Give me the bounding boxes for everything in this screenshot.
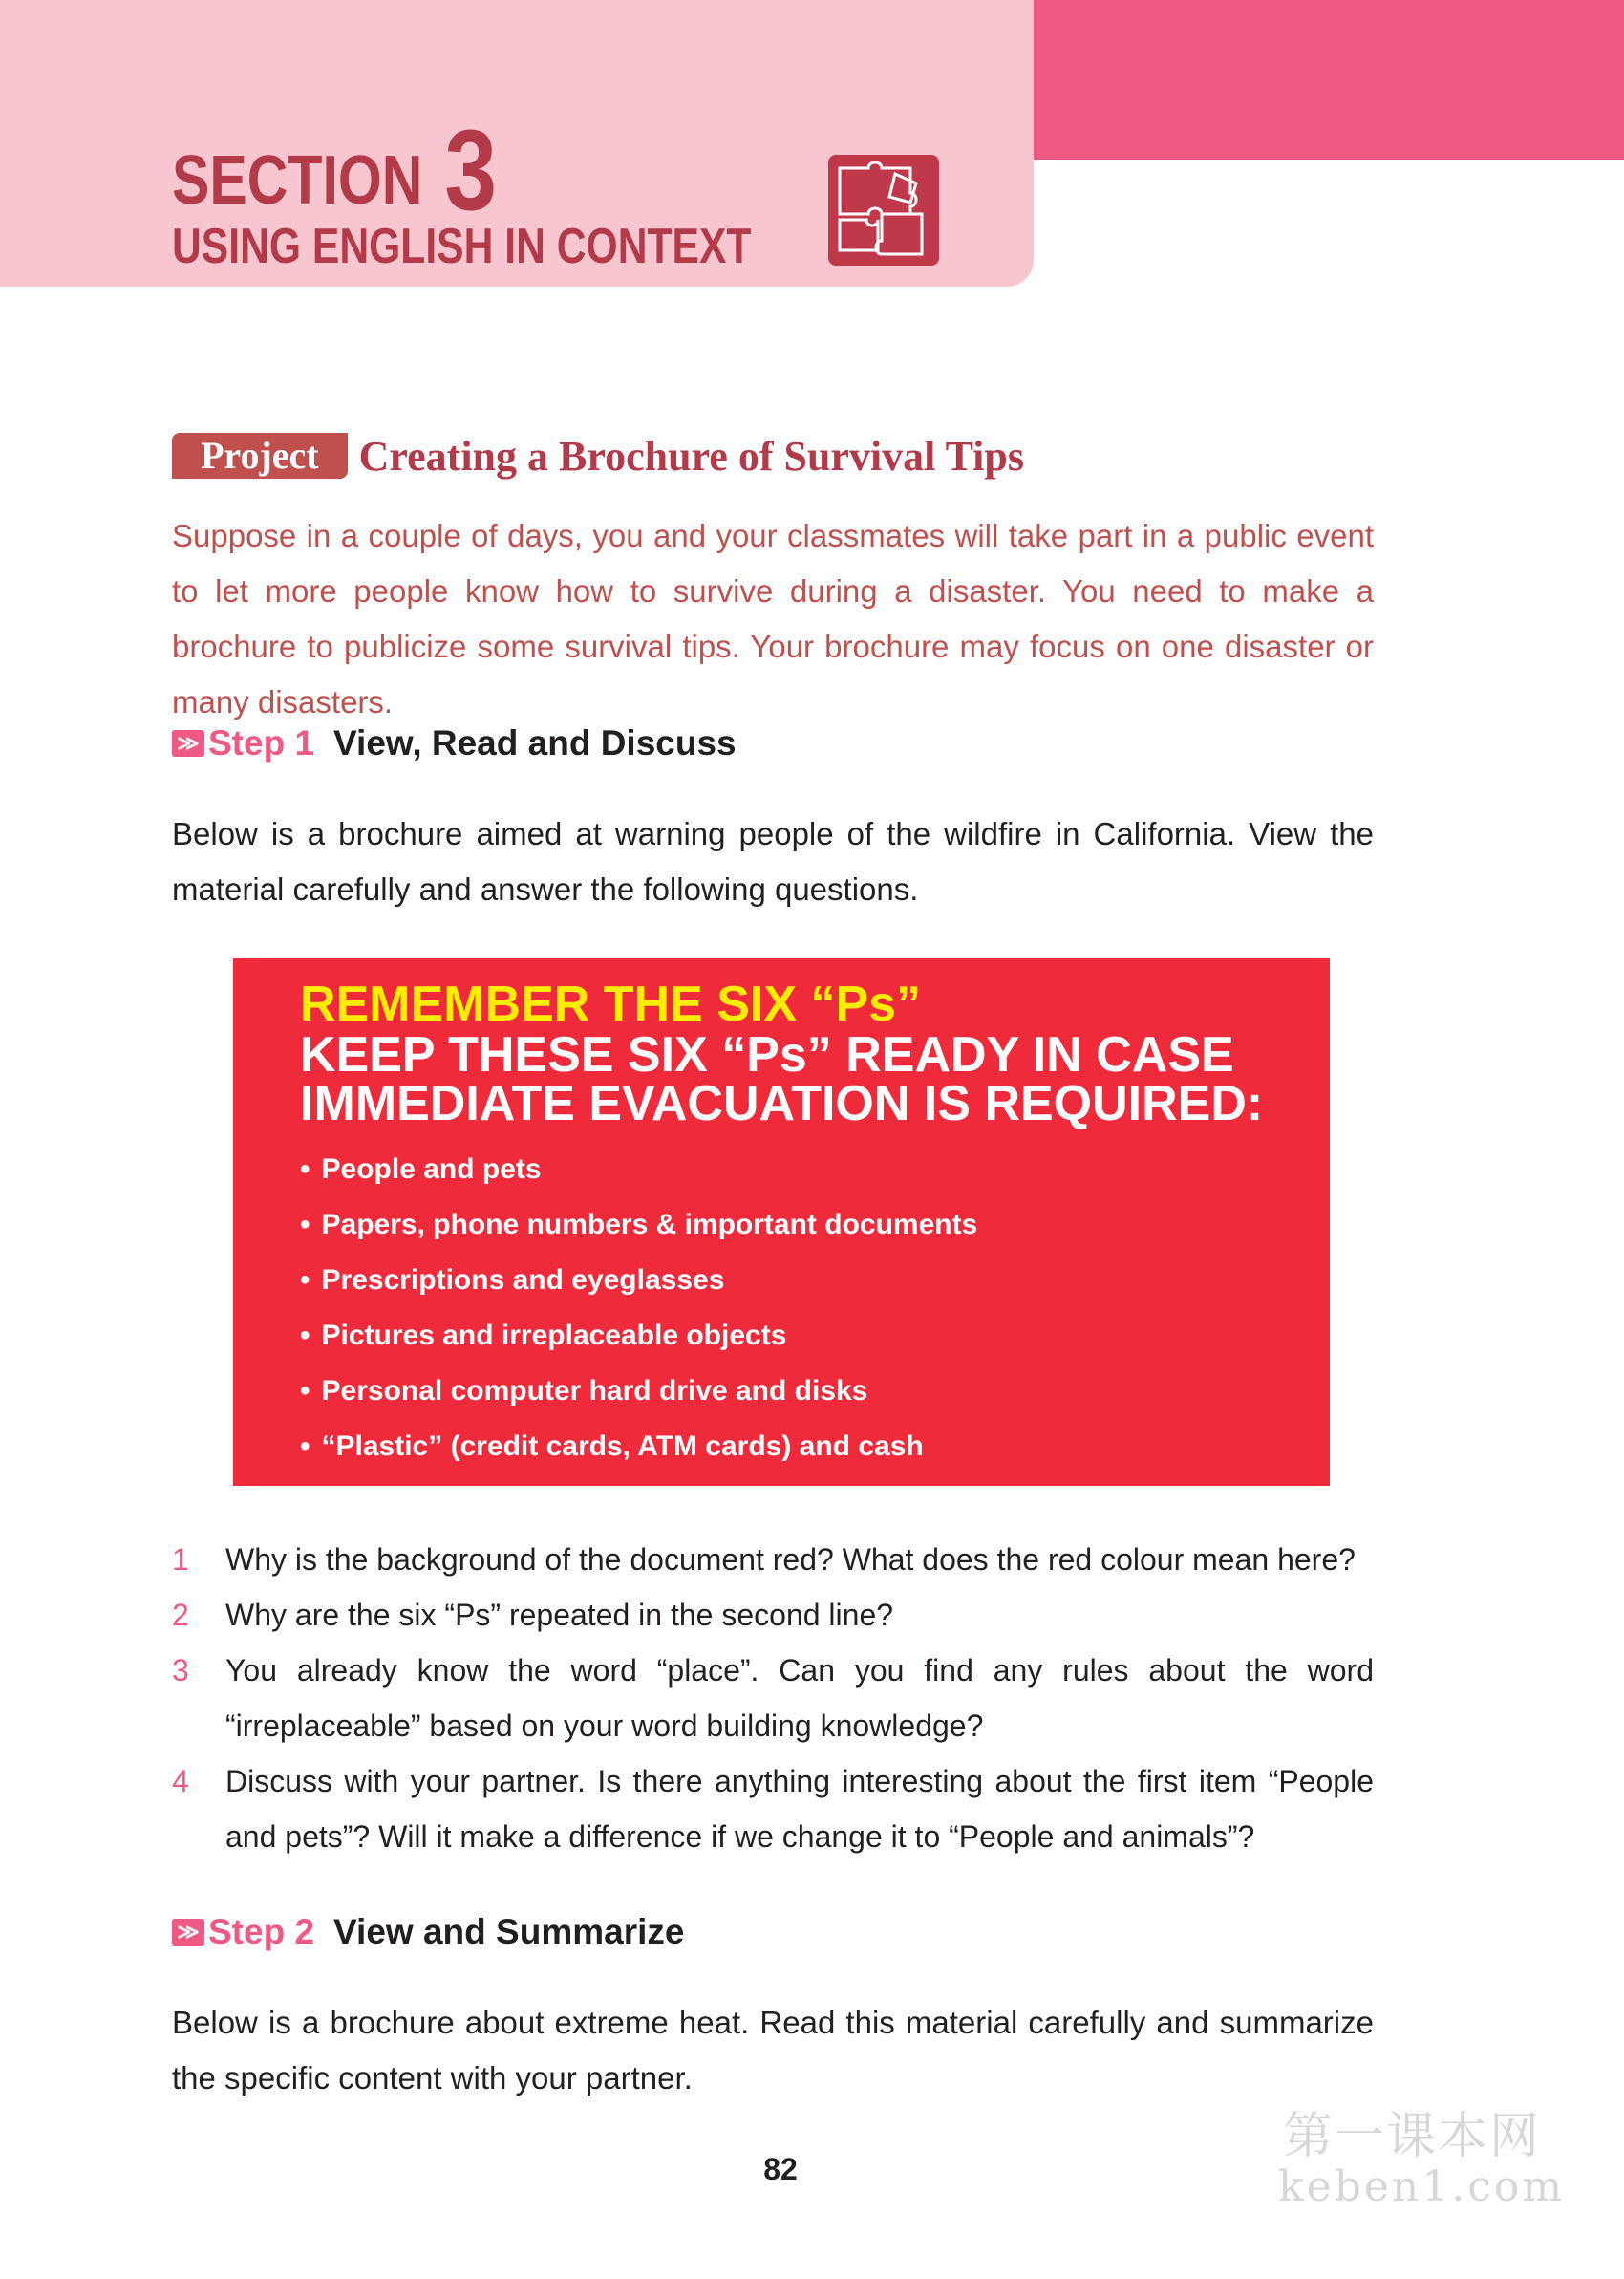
brochure-list — [300, 1142, 977, 1474]
question-item — [172, 1532, 1374, 1587]
project-heading — [172, 432, 1024, 480]
section-number: 3 — [444, 106, 498, 234]
project-badge: Project — [172, 433, 348, 479]
question-text: You already know the word “place”. Can you find any rules about the word “irreplaceable” based on your word building knowledge? — [225, 1653, 1374, 1743]
question-text: Why is the background of the document red? What does the red colour mean here? — [225, 1542, 1356, 1577]
puzzle-icon — [826, 153, 941, 268]
brochure-list-item: • Papers, phone numbers & important documents — [300, 1197, 977, 1253]
step-2-label: Step 2 — [208, 1912, 315, 1951]
question-text: Why are the six “Ps” repeated in the second line? — [225, 1598, 894, 1632]
step-1-heading — [172, 720, 737, 767]
step-1-body: Below is a brochure aimed at warning people of the wildfire in California. View the material carefully and answer the following questions. — [172, 816, 1374, 907]
step-1-label: Step 1 — [208, 723, 315, 763]
section-heading — [172, 106, 498, 234]
brochure-list-item: • Personal computer hard drive and disks — [300, 1364, 977, 1419]
question-number: 4 — [172, 1764, 189, 1798]
question-number: 1 — [172, 1542, 189, 1577]
section-subtitle: USING ENGLISH IN CONTEXT — [172, 219, 752, 274]
page-number: 82 — [763, 2152, 798, 2186]
brochure-subhead-1: KEEP THESE SIX “Ps” READY IN CASE — [300, 1027, 1234, 1083]
question-number: 3 — [172, 1653, 189, 1688]
brochure-subhead-2: IMMEDIATE EVACUATION IS REQUIRED: — [300, 1076, 1264, 1131]
six-ps-brochure — [233, 958, 1330, 1486]
project-intro: Suppose in a couple of days, you and your classmates will take part in a public event to let more people know how to survive during a disaster. You need to make a brochure to publicize some survival tips. Your brochure may focus on one disaster or many disasters. — [172, 518, 1374, 720]
brochure-list-item: • Pictures and irreplaceable objects — [300, 1308, 977, 1364]
header-accent-block — [1034, 0, 1624, 160]
watermark-line-2: keben1.com — [1278, 2162, 1566, 2212]
step-2-title: View and Summarize — [333, 1912, 685, 1951]
watermark — [1278, 2108, 1566, 2212]
brochure-list-item: • People and pets — [300, 1142, 977, 1197]
brochure-list-item: • “Plastic” (credit cards, ATM cards) and cash — [300, 1419, 977, 1474]
watermark-line-1: 第一课本网 — [1282, 2108, 1541, 2165]
question-item — [172, 1643, 1374, 1753]
section-word: SECTION — [172, 142, 423, 219]
step-2-body: Below is a brochure about extreme heat. Read this material carefully and summarize the specific content with your partner. — [172, 2005, 1374, 2096]
question-number: 2 — [172, 1598, 189, 1632]
double-arrow-icon: ≫ — [172, 730, 204, 757]
step-1-title: View, Read and Discuss — [333, 723, 737, 763]
question-list — [172, 1532, 1374, 1864]
question-item — [172, 1753, 1374, 1864]
question-item — [172, 1587, 1374, 1643]
question-text: Discuss with your partner. Is there anything interesting about the first item “People and pets”? Will it make a difference if we change it to “People and animals”? — [225, 1764, 1374, 1854]
project-title: Creating a Brochure of Survival Tips — [358, 432, 1024, 480]
brochure-headline: REMEMBER THE SIX “Ps” — [300, 977, 922, 1032]
step-2-heading — [172, 1908, 684, 1956]
brochure-list-item: • Prescriptions and eyeglasses — [300, 1253, 977, 1308]
double-arrow-icon: ≫ — [172, 1919, 204, 1946]
